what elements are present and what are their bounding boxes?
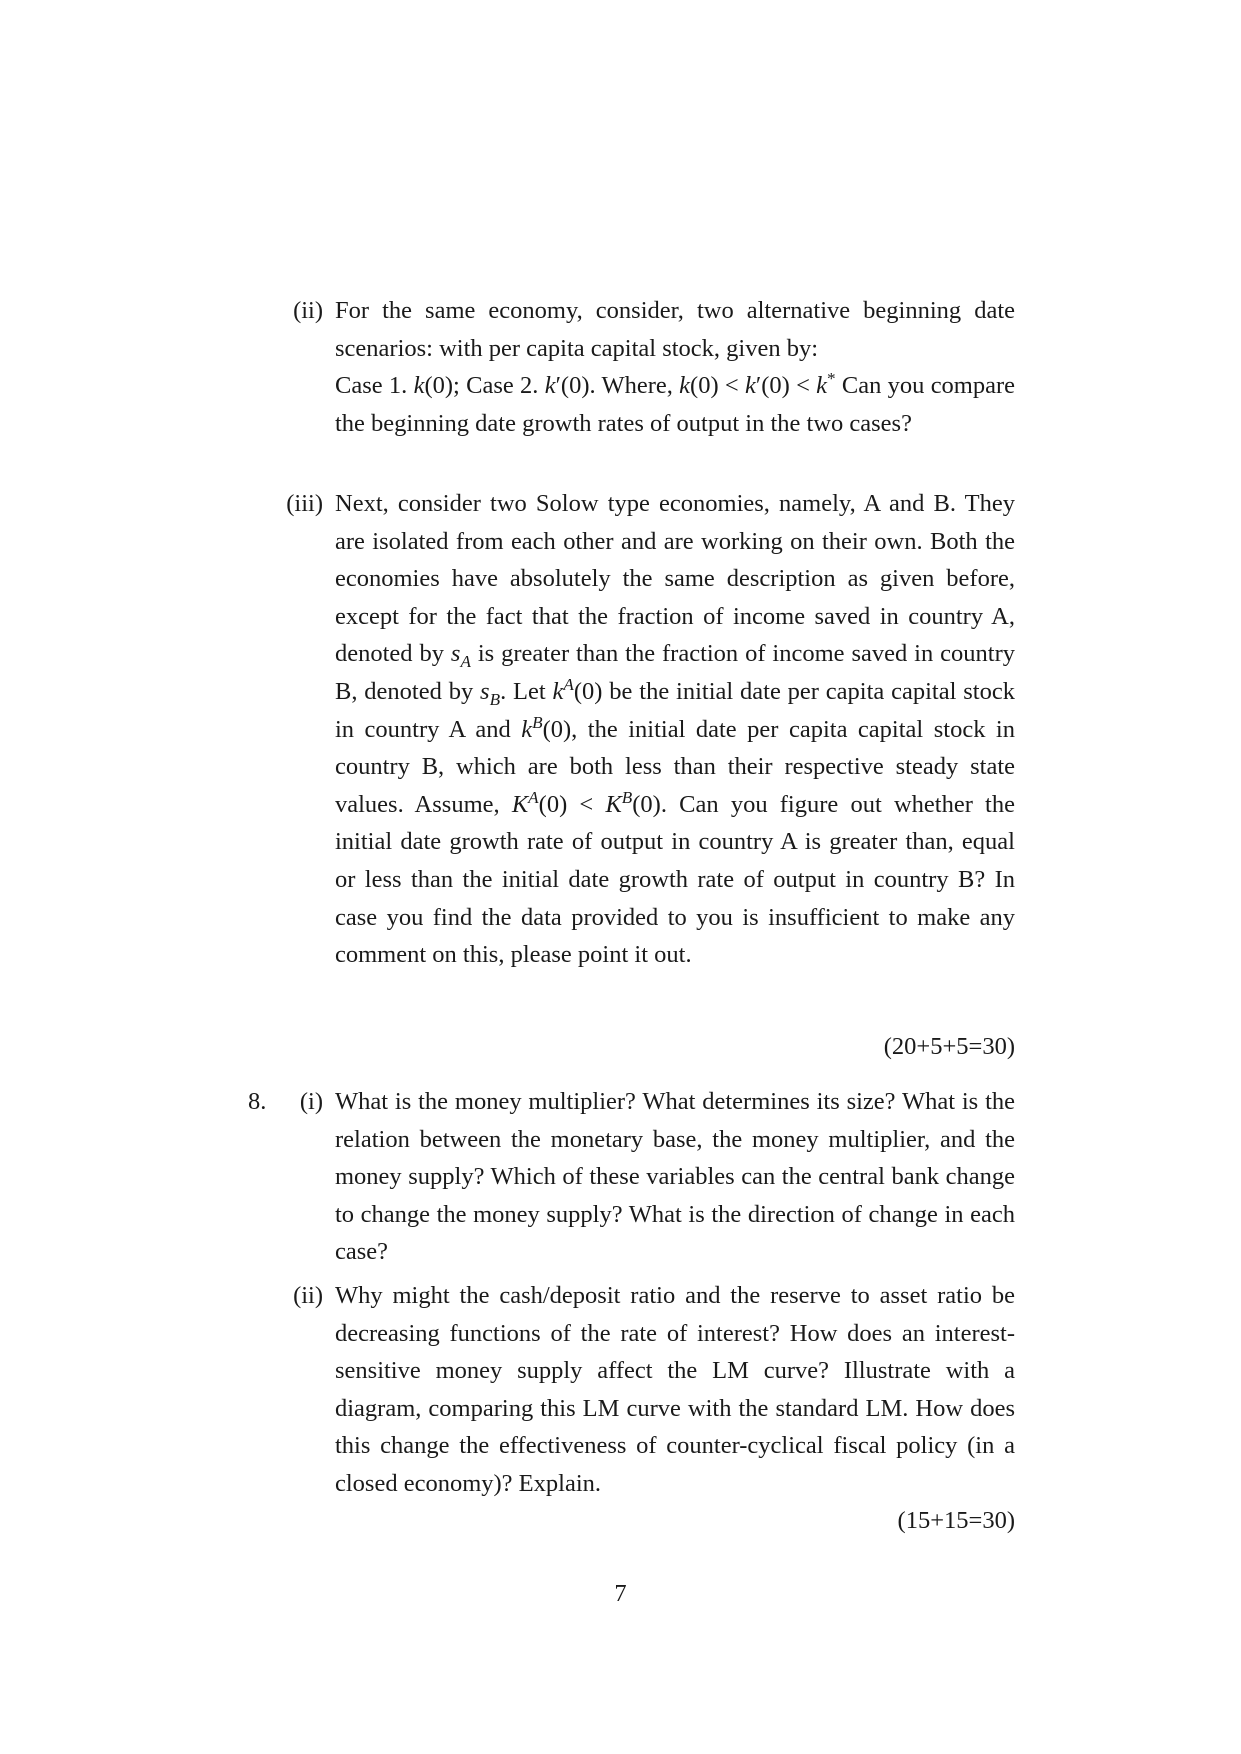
question-7-part-ii xyxy=(293,292,1016,442)
part-label: (i) xyxy=(299,1088,323,1115)
marks-question-8: (15+15=30) xyxy=(897,1507,1015,1534)
part-text: For the same economy, consider, two alternative beginning date scenarios: with per capita capital stock, given by: Case 1. k(0); Case 2. k′(0). Where, k(0) < k′(0) < k* Can you compare the beginning date growth rates of output in the two cases? xyxy=(335,297,1016,437)
part-label: (ii) xyxy=(293,1282,323,1309)
question-8-part-i xyxy=(299,1083,1015,1271)
part-label: (ii) xyxy=(293,297,323,324)
part-text: Next, consider two Solow type economies, namely, A and B. They are isolated from each other and are working on their own. Both the economies have absolutely the same description as given before, except for the fact that the fraction of income saved in country A, denoted by $s_A$ is greater than the fraction of income saved in country B, denoted by $s_B$. Let $k^A(0)$ be the initial date per capita capital stock in country A and $k^B(0)$, the initial date per capita capital stock in country B, which are both less than their respective steady state values. Assume, $K^A(0) < K^B(0)$. Can you figure out whether the initial date growth rate of output in country A is greater than, equal or less than the initial date growth rate of output in country B? In case you find the data provided to you is insufficient to make any comment on this, please point it out. xyxy=(335,490,1015,969)
marks-question-7: (20+5+5=30) xyxy=(883,1033,1015,1060)
page-number: 7 xyxy=(614,1580,627,1607)
question-8-number: 8. xyxy=(248,1088,267,1115)
part-text: What is the money multiplier? What determines its size? What is the relation between the monetary base, the money multiplier, and the money supply? Which of these variables can the central bank change to change the money supply? What is the direction of change in each case? xyxy=(335,1088,1015,1266)
question-7-part-iii xyxy=(286,485,1015,974)
part-text: Why might the cash/deposit ratio and the reserve to asset ratio be decreasing functions of the rate of interest? How does an interest-sensitive money supply affect the LM curve? Illustrate with a diagram, comparing this LM curve with the standard LM. How does this change the effectiveness of counter-cyclical fiscal policy (in a closed economy)? Explain. xyxy=(335,1282,1015,1497)
part-label: (iii) xyxy=(286,490,323,517)
question-8-part-ii xyxy=(293,1277,1015,1503)
